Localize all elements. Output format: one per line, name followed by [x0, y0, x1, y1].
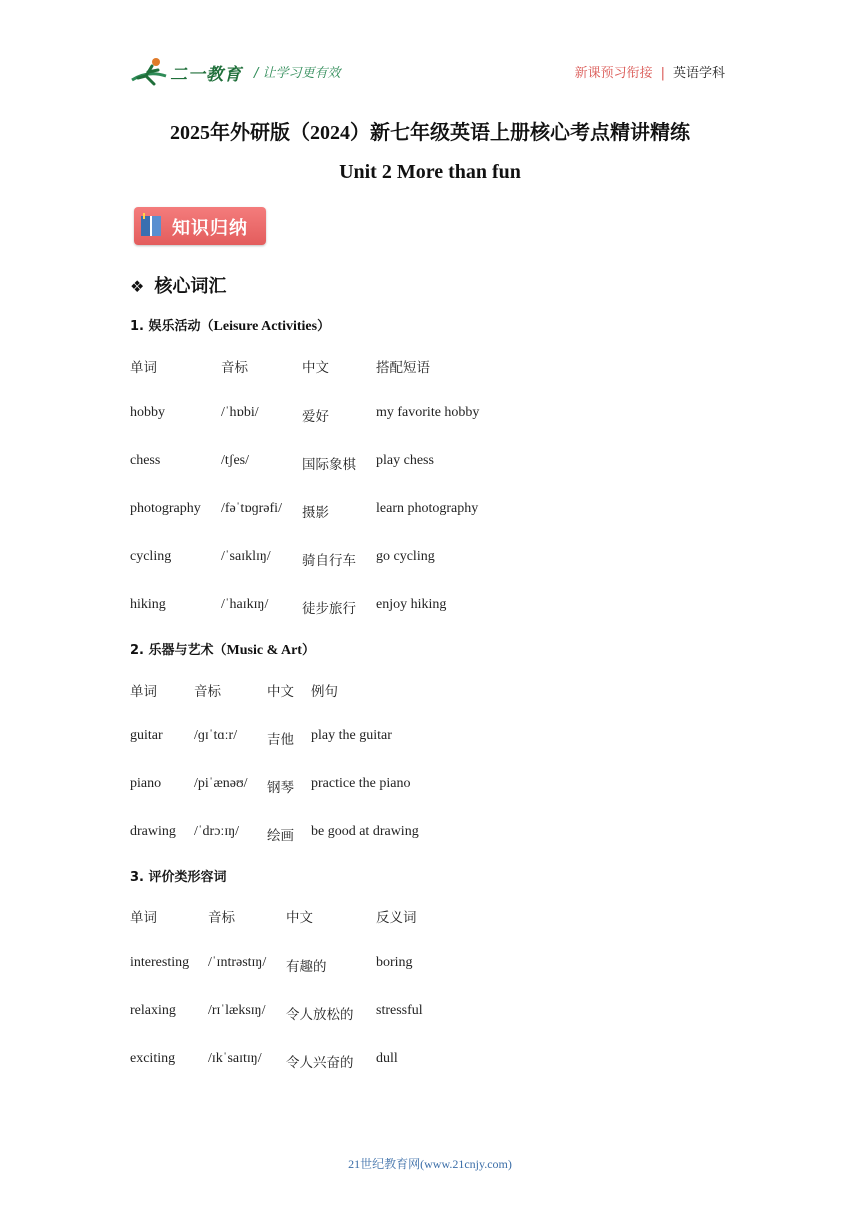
header-separator: | [660, 66, 665, 81]
table-header-row [0, 906, 860, 926]
column-header: 单词 [130, 910, 157, 926]
table-row [0, 549, 860, 569]
group-heading-en: Music & Art [226, 643, 302, 658]
table-header-row [0, 680, 860, 700]
course-label: 新课预习衔接 [574, 66, 653, 81]
section-heading [130, 272, 226, 298]
column-header: 中文 [267, 684, 294, 700]
table-row [0, 776, 860, 796]
meaning-cell: 令人放松的 [286, 1007, 354, 1023]
meaning-cell: 绘画 [267, 828, 294, 844]
group-heading-prefix: 3. 评价类形容词 [130, 870, 227, 885]
phrase-cell: enjoy hiking [376, 597, 447, 612]
diamond-bullet-icon: ❖ [130, 277, 145, 296]
meaning-cell: 有趣的 [286, 959, 327, 975]
phonetic-cell: /fəˈtɒɡrəfi/ [221, 501, 282, 516]
phonetic-cell: /ɪkˈsaɪtɪŋ/ [208, 1051, 262, 1066]
word-cell: hobby [130, 405, 165, 420]
meaning-cell: 钢琴 [267, 780, 294, 796]
word-cell: photography [130, 501, 201, 516]
meaning-cell: 徒步旅行 [302, 601, 356, 617]
phonetic-cell: /ˈɪntrəstɪŋ/ [208, 955, 267, 970]
phrase-cell: go cycling [376, 549, 435, 564]
badge-label: 知识归纳 [172, 218, 248, 239]
column-header: 中文 [286, 910, 313, 926]
word-cell: cycling [130, 549, 172, 564]
meaning-cell: 骑自行车 [302, 553, 356, 569]
column-header: 单词 [130, 684, 157, 700]
subject-label: 英语学科 [672, 66, 725, 81]
phonetic-cell: /ˈhaɪkɪŋ/ [221, 597, 269, 612]
word-cell: exciting [130, 1051, 176, 1066]
phrase-cell: play chess [376, 453, 434, 468]
phonetic-cell: /tʃes/ [221, 453, 249, 468]
column-header: 搭配短语 [376, 360, 430, 376]
header-right [575, 62, 725, 81]
phonetic-cell: /ɡɪˈtɑːr/ [194, 728, 238, 743]
group-heading [130, 639, 315, 659]
section-badge [134, 207, 266, 245]
word-cell: interesting [130, 955, 190, 970]
table-row [0, 1003, 860, 1023]
phrase-cell: dull [376, 1051, 398, 1066]
group-heading-en: Leisure Activities [213, 319, 318, 334]
group-heading [130, 866, 227, 886]
group-heading-prefix: 1. 娱乐活动（ [130, 319, 214, 334]
page-title: 2025年外研版（2024）新七年级英语上册核心考点精讲精练 [170, 122, 690, 144]
phrase-cell: stressful [376, 1003, 423, 1018]
meaning-cell: 爱好 [302, 409, 329, 425]
table-row [0, 728, 860, 748]
group-heading-prefix: 2. 乐器与艺术（ [130, 643, 227, 658]
column-header: 单词 [130, 360, 157, 376]
word-cell: relaxing [130, 1003, 176, 1018]
header-slogan: / 让学习更有效 [254, 66, 341, 81]
group-heading [130, 315, 330, 335]
phrase-cell: my favorite hobby [376, 405, 480, 420]
table-row [0, 824, 860, 844]
meaning-cell: 吉他 [267, 732, 294, 748]
table-row [0, 405, 860, 425]
phrase-cell: boring [376, 955, 413, 970]
table-header-row [0, 356, 860, 376]
word-cell: drawing [130, 824, 176, 839]
meaning-cell: 令人兴奋的 [286, 1055, 354, 1071]
logo-text: 二一教育 [170, 65, 242, 85]
phonetic-cell: /piˈænəʊ/ [194, 776, 248, 791]
phrase-cell: play the guitar [311, 728, 392, 743]
word-cell: hiking [130, 597, 166, 612]
column-header: 音标 [221, 360, 248, 376]
phonetic-cell: /ˈhɒbi/ [221, 405, 259, 420]
book-icon [140, 213, 162, 239]
table-row [0, 955, 860, 975]
phrase-cell: practice the piano [311, 776, 411, 791]
phonetic-cell: /rɪˈlæksɪŋ/ [208, 1003, 266, 1018]
meaning-cell: 国际象棋 [302, 457, 356, 473]
phrase-cell: learn photography [376, 501, 479, 516]
table-row [0, 501, 860, 521]
phonetic-cell: /ˈdrɔːɪŋ/ [194, 824, 240, 839]
page-header [130, 54, 725, 90]
word-cell: piano [130, 776, 162, 791]
meaning-cell: 摄影 [302, 505, 329, 521]
table-row [0, 453, 860, 473]
column-header: 音标 [208, 910, 235, 926]
table-row [0, 1051, 860, 1071]
table-row [0, 597, 860, 617]
column-header: 中文 [302, 360, 329, 376]
section-heading-text: 核心词汇 [154, 276, 227, 297]
page-footer: 21世纪教育网(www.21cnjy.com) [348, 1157, 512, 1171]
word-cell: chess [130, 453, 161, 468]
page-subtitle: Unit 2 More than fun [339, 161, 521, 183]
column-header: 反义词 [376, 910, 417, 926]
group-heading-suffix: ） [301, 643, 315, 658]
phonetic-cell: /ˈsaɪklɪŋ/ [221, 549, 271, 564]
phrase-cell: be good at drawing [311, 824, 419, 839]
group-heading-suffix: ） [317, 319, 331, 334]
column-header: 例句 [311, 684, 338, 700]
word-cell: guitar [130, 728, 163, 743]
column-header: 音标 [194, 684, 221, 700]
